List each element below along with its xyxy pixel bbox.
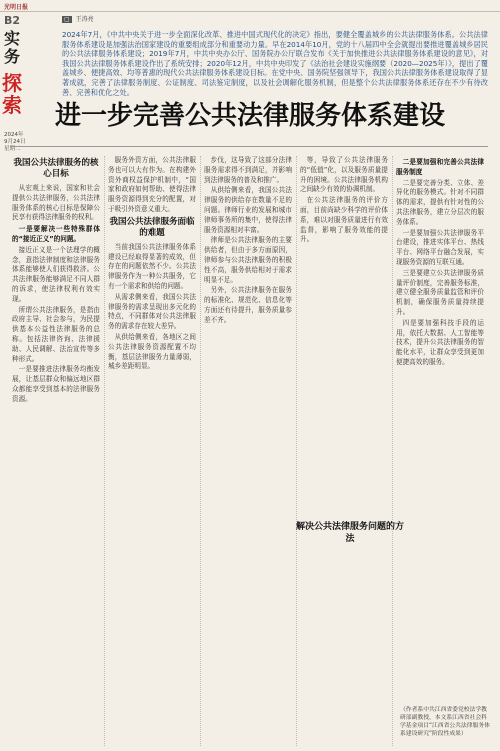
- column-1: [12, 156, 100, 406]
- column-2: [108, 156, 196, 373]
- paragraph: 步伐，这导致了这部分法律服务需求得不到满足，并影响到法律服务的普及和推广。: [204, 156, 292, 184]
- newspaper-logo: 光明日报: [4, 4, 29, 11]
- author-footnote: （作者系中共江西省委党校法学教研部副教授，本文系江西省社会科学基金项目“江西省公共法律服务体系建设研究”阶段性成果）: [400, 707, 490, 737]
- column-3: [204, 156, 292, 327]
- subheading: 二是要加强和完善公共法律服务制度: [396, 158, 484, 176]
- headline-rule: [12, 146, 488, 147]
- section-title-1: 实务: [4, 29, 21, 66]
- column-2-heading: 我国公共法律服务面临的难题: [109, 216, 195, 238]
- paragraph: 三是要建立公共法律服务质量评价制度，完善服务标准，建立健全服务质量监管和评价机制，确保服务质量持续提升。: [396, 268, 484, 316]
- article-intro: 2024年7月，《中共中央关于进一步全面深化改革、推进中国式现代化的决定》指出，要健全覆盖城乡的公共法律服务体系。公共法律服务体系建设是加强法治国家建设的重要组成部分和重要动力量。早在2014年10月，党的十八届四中全会就提出要推进覆盖城乡居民的公共法律服务体系建设；2019年7月，中共中央办公厅、国务院办公厅联合发布《关于加快推进公共法律服务体系建设的意见》，对我国公共法律服务体系建设作出了系统安排；2020年12月，中共中央印发了《法治社会建设实施纲要（2020—2025年）》，提出了覆盖城乡、便捷高效、均等普惠的现代公共法律服务体系建设目标。在党中央、国务院坚强领导下，我国公共法律服务体系建设取得了显著成就，完善了法律服务制度、公证制度、司法鉴定制度，以及社会调解化服务机制，但是整个公共法律服务体系还存在不少有待改善、完善和优化之处。: [62, 30, 488, 97]
- paragraph: 一是要推进法律服务均衡发展，让基层群众和偏远地区群众都能享受到基本的法律服务资源。: [12, 365, 100, 403]
- column-separator: [200, 156, 201, 746]
- headline: 进一步完善公共法律服务体系建设: [54, 101, 445, 131]
- paragraph: 从供给侧来看，各地区之间公共法律服务资源配置不均衡，基层法律服务力量薄弱，城乡差距明显。: [108, 332, 196, 371]
- issue-date: 2024年 9月24日 星期二: [4, 132, 26, 152]
- masthead-rule: [0, 11, 500, 12]
- paragraph: 所谓公共法律服务，是指由政府主导、社会参与，为民提供基本公益性法律服务的总称。包括法律咨询、法律援助、人民调解、法治宣传等多种形式。: [12, 305, 100, 363]
- author-name: 王涛亮: [75, 16, 94, 23]
- paragraph: 从供给侧来看，我国公共法律服务的供给存在数量不足的问题。律师行业的发展和城市律师事务所的集中，使得法律服务资源相对丰富。: [204, 186, 292, 234]
- column-separator: [296, 156, 297, 746]
- paragraph: 接近正义是一个法理学的概念，意指法律制度和法律服务体系能够使人们获得救济。公共法律服务能够满足不同人群的诉求，使法律权利有效实现。: [12, 245, 100, 303]
- author-line: [62, 14, 94, 23]
- paragraph: 等，导致了公共法律服务的“低值”化，以及服务质量提升的困境。公共法律服务机构之间缺少有效的协调机制。: [300, 156, 388, 194]
- column-separator: [392, 156, 393, 746]
- column-4: [300, 156, 388, 516]
- paragraph: 当前我国公共法律服务体系建设已经取得显著的成效，但存在的问题依然不少。公共法律服务作为一种公共服务，它有一个需求和供给的问题。: [108, 242, 196, 290]
- paragraph: 一是要加强公共法律服务平台建设，推进实体平台、热线平台、网络平台融合发展，实现服务资源的互联互通。: [396, 228, 484, 266]
- paragraph: 在公共法律服务的评价方面，目前尚缺少科学的评价体系，难以对服务质量进行有效监督，影响了服务效能的提升。: [300, 196, 388, 244]
- paragraph: 二是要完善分类、立体、差异化的服务模式。针对不同群体的需求，提供有针对性的公共法律服务，建立分层次的服务体系。: [396, 178, 484, 226]
- paragraph: 从需求侧来看，我国公共法律服务的需求呈现出多元化的特点，不同群体对公共法律服务的需求存在较大差异。: [108, 292, 196, 331]
- paragraph: 律师是公共法律服务的主要供给者，但由于多方面原因，律师参与公共法律服务的积极性不高，服务供给相对于需求明显不足。: [204, 236, 292, 284]
- page-number: B2: [4, 14, 21, 27]
- author-tag: ▢: [64, 16, 70, 23]
- masthead: [0, 0, 500, 12]
- column-1-heading: 我国公共法律服务的核心目标: [13, 158, 99, 179]
- column-5: [396, 156, 484, 701]
- column-separator: [104, 156, 105, 746]
- solutions-heading: 解决公共法律服务问题的方法: [296, 522, 405, 544]
- section-title-2: 探索: [2, 71, 22, 117]
- subheading: 一是要解决一些特殊群体的“接近正义”的问题。: [12, 225, 100, 243]
- paragraph: 四是要加强科技手段的运用，依托大数据、人工智能等技术，提升公共法律服务的智能化水平，让群众享受到更加便捷高效的服务。: [396, 318, 484, 366]
- paragraph: 另外，公共法律服务在服务的标准化、规范化、信息化等方面还有待提升，服务质量参差不齐。: [204, 286, 292, 324]
- paragraph: 从宏观上来说，国家和社会提供公共法律服务，公共法律服务体系的核心目标是保障公民享有获得法律服务的权利。: [12, 184, 100, 222]
- section-sidebar: [0, 14, 36, 164]
- paragraph: 服务外资方面，公共法律服务也可以大有作为。在构建外资外商权益保护机制中，“国家和政府如何帮助、使得法律服务资源得到充分的配置，对于吸引外资意义重大。: [108, 156, 196, 213]
